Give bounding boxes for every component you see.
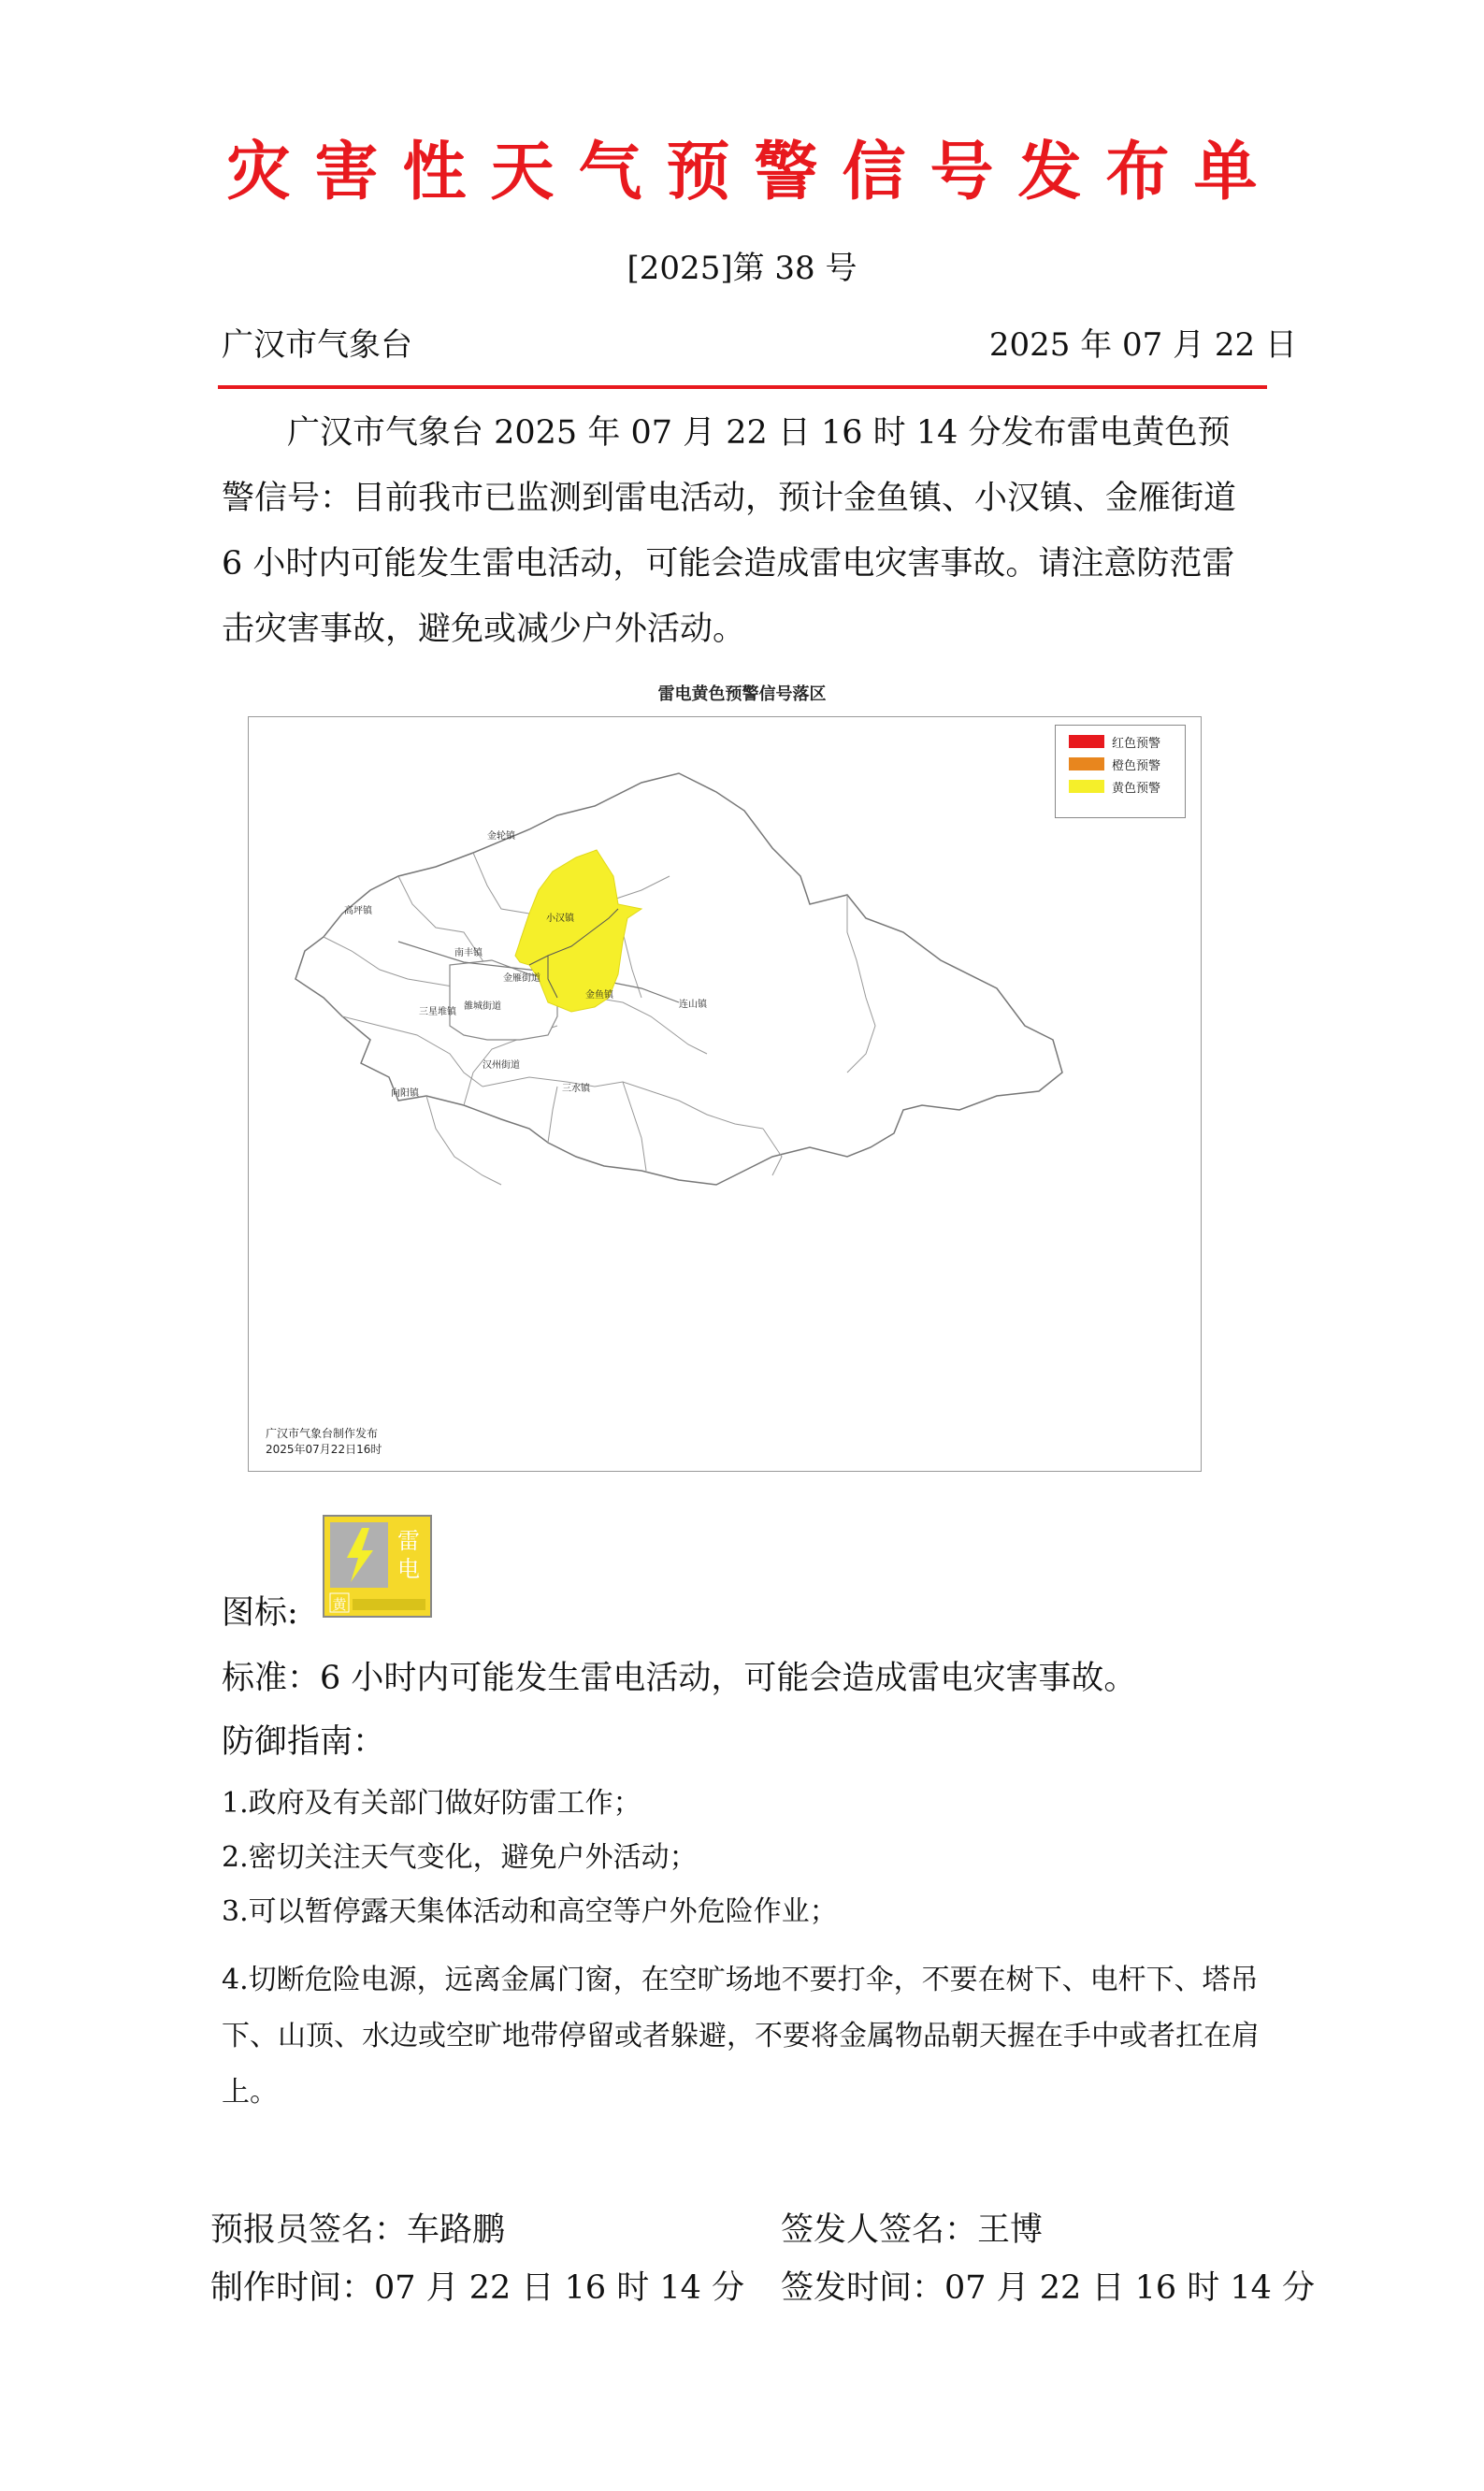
issue-date: 2025 年 07 月 22 日 [988, 326, 1297, 364]
guidance-item-2: 2.密切关注天气变化，避免户外活动； [222, 1841, 698, 1874]
map-svg [249, 717, 1200, 1470]
guidance-item-4: 4.切断危险电源，远离金属门窗，在空旷场地不要打伞，不要在树下、电杆下、塔吊下、山顶、水边或空旷地带停留或者躲避，不要将金属物品朝天握在手中或者扛在肩上。 [222, 1964, 1260, 2109]
warning-map [248, 716, 1202, 1472]
legend-swatch-yellow [1069, 780, 1104, 793]
town-label-hanzhou: 汉州街道 [483, 1060, 520, 1071]
town-label-gaoping: 高坪镇 [344, 906, 372, 916]
legend-item-orange [1056, 753, 1185, 775]
town-label-xiangyang: 向阳镇 [391, 1088, 419, 1099]
town-label-xiaohan: 小汉镇 [546, 914, 574, 924]
town-label-jinyu: 金鱼镇 [585, 990, 613, 1001]
svg-text:电: 电 [397, 1556, 420, 1582]
red-divider [218, 385, 1267, 389]
map-producer-note [266, 1426, 382, 1458]
town-label-sanshui: 三水镇 [562, 1084, 590, 1094]
guidance-item-3: 3.可以暂停露天集体活动和高空等户外危险作业； [222, 1895, 838, 1928]
icon-text-top: 雷 [397, 1528, 420, 1554]
map-producer: 广汉市气象台制作发布 [266, 1427, 379, 1440]
map-legend [1055, 725, 1186, 818]
town-label-luocheng: 雒城街道 [464, 1001, 501, 1012]
town-label-lianshan: 连山镇 [679, 1000, 707, 1010]
icon-label: 图标: [222, 1594, 298, 1632]
legend-item-yellow [1056, 775, 1185, 798]
town-label-jinlun: 金轮镇 [487, 831, 515, 842]
guidance-heading: 防御指南： [222, 1723, 386, 1761]
map-title: 雷电黄色预警信号落区 [657, 684, 827, 704]
legend-label: 橙色预警 [1112, 758, 1161, 773]
lightning-yellow-signal-icon [323, 1515, 432, 1618]
legend-label: 黄色预警 [1112, 781, 1161, 796]
town-label-nanfeng: 南丰镇 [454, 948, 483, 958]
legend-swatch-red [1069, 735, 1104, 748]
guidance-item-1: 1.政府及有关部门做好防雷工作； [222, 1787, 641, 1820]
forecaster-signature: 预报员签名：车路鹏 [210, 2211, 506, 2249]
legend-swatch-orange [1069, 757, 1104, 770]
town-label-sanxingdui: 三星堆镇 [419, 1007, 456, 1017]
map-produced-time: 2025年07月22日16时 [266, 1443, 382, 1456]
issuer-signature: 签发人签名：王博 [781, 2211, 1044, 2249]
issued-time: 签发时间：07 月 22 日 16 时 14 分 [781, 2269, 1316, 2307]
document-number: [2025]第 38 号 [627, 250, 857, 287]
legend-item-red [1056, 730, 1185, 753]
standard-text: 标准：6 小时内可能发生雷电活动，可能会造成雷电灾害事故。 [222, 1660, 1137, 1697]
document-title: 灾害性天气预警信号发布单 [226, 136, 1282, 209]
made-time: 制作时间：07 月 22 日 16 时 14 分 [210, 2269, 745, 2307]
legend-label: 红色预警 [1112, 736, 1161, 751]
town-label-jinyan: 金雁街道 [503, 973, 540, 984]
warning-paragraph: 广汉市气象台 2025 年 07 月 22 日 16 时 14 分发布雷电黄色预警信号：目前我市已监测到雷电活动，预计金鱼镇、小汉镇、金雁街道 6 小时内可能发生雷电活动，可能会造成雷电灾害事故。请注意防范雷击灾害事故，避免或减少户外活动。 [222, 414, 1237, 648]
issuer-name: 广汉市气象台 [222, 326, 412, 364]
icon-text-bottom: 黄 [332, 1596, 347, 1613]
